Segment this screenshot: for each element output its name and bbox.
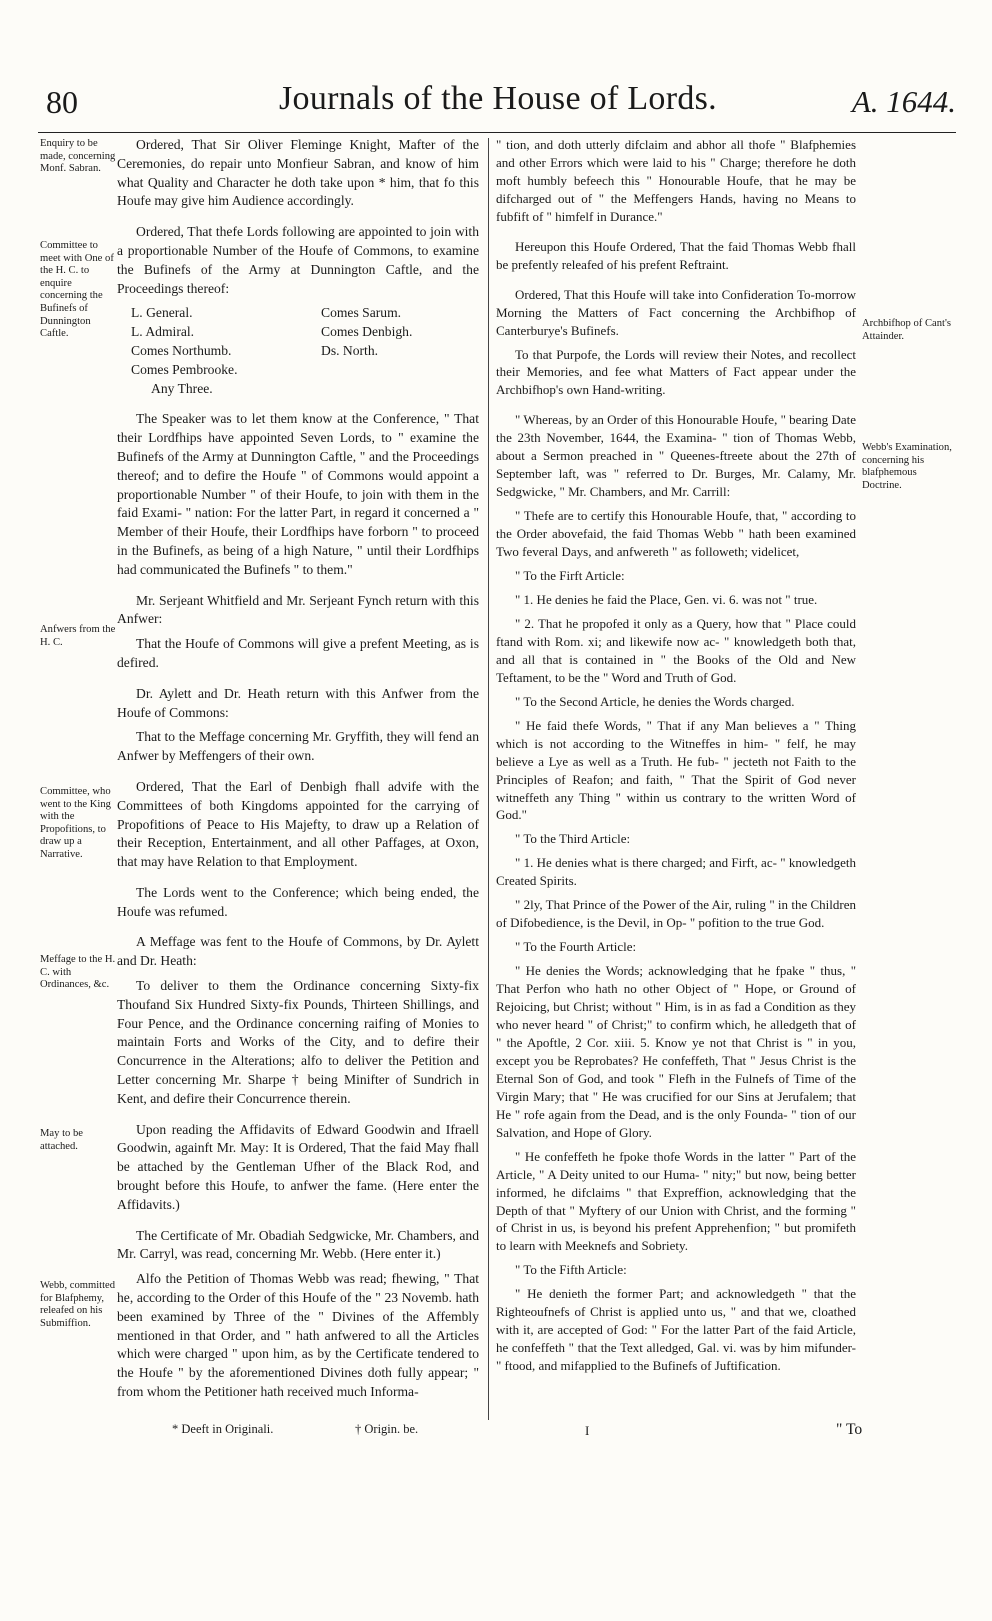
paragraph: " Whereas, by an Order of this Honourable Houfe, " bearing Date the 23th November, 1644, the Examina- " tion of Thomas Webb, about a Sermon preached in " Queenes-ftreete about the 27th of September laft, was " referred to Dr. Burges, Mr. Calamy, Mr. Sedgwicke, " Mr. Chambers, and Mr. Carrill: <box>496 412 856 500</box>
paragraph: " To the Fifth Article: <box>515 1262 627 1278</box>
paragraph: " To the Firft Article: <box>515 568 625 584</box>
footnote: * Deeft in Originali. <box>172 1422 274 1436</box>
paragraph: " tion, and doth utterly difclaim and abhor all thofe " Blafphemies and other Errors which were laid to his " Charge; therefore he doth moft humbly befeech this " Honourable Houfe, that he may be difcharged out of " the Meffengers Hands, having no Means to fubfift of " himfelf in Durance." <box>496 137 856 224</box>
year-heading: A. 1644. <box>851 84 956 119</box>
paragraph: The Speaker was to let them know at the Conference, " That their Lordfhips have appointed Seven Lords, to " examine the Bufinefs of the Army at Dunnington Caftle, " and the Proceedings thereof; and to defire the Houfe " of Commons would appoint a proportionable Number " of their Houfe, to join with them in the faid Exami- " nation: For the latter Part, in regard it concerned a " Member of their Houfe, their Lordfhips have forborn " to proceed in the Bufinefs, as being of a high Nature, " until their Lordfhips had communicated the Bufinefs " to them." <box>117 411 479 577</box>
paragraph: To deliver to them the Ordinance concerning Sixty-fix Thoufand Six Hundred Sixty-fix Pounds, Thirteen Shillings, and Four Pence, and the Ordinance concerning raifing of Monies to maintain Forts and Works of the City, and to defire their Concurrence in the Alterations; alfo to deliver the Petition and Letter concerning Mr. Sharpe † being Minifter of Sundrich in Kent, and defire their Concurrence therein. <box>117 978 479 1106</box>
paragraph: " 1. He denies he faid the Place, Gen. vi. 6. was not " true. <box>515 591 818 607</box>
margin-note: Enquiry to be made, concerning Monf. Sabran. <box>40 138 116 175</box>
margin-note: Webb's Examination, concerning his blafphemous Doctrine. <box>862 442 952 491</box>
paragraph: Ordered, That this Houfe will take into Confideration To-morrow Morning the Matters of Fact concerning the Archbifhop of Canterburye's Bufinefs. <box>496 286 856 338</box>
lord-name: Comes Northumb. <box>131 342 232 358</box>
margin-note: Webb, committed for Blafphemy, releafed on his Submiffion. <box>40 1280 116 1329</box>
paragraph: Ordered, That Sir Oliver Fleminge Knight, Mafter of the Ceremonies, do repair unto Monfieur Sabran, and know of him what Quality and Character he doth take upon * him, that fo this Houfe may give him Audience accordingly. <box>117 137 479 209</box>
paragraph: " 2ly, That Prince of the Power of the Air, ruling " in the Children of Difobedience, is the Devil, in Op- " pofition to the true God. <box>496 897 856 931</box>
paragraph: " Thefe are to certify this Honourable Houfe, that, " according to the Order abovefaid, the faid Thomas Webb " hath been examined Two feveral Days, and anfwereth " as followeth; videlicet, <box>496 508 856 560</box>
catchword: " To <box>836 1421 863 1438</box>
paragraph: " He denies the Words; acknowledging that he fpake " thus, " That Perfon who hath no other Object of " Hope, or Ground of Rejoicing, but Christ; without " Him, is in as fad a Condition as they who never heard " of Christ;" to confirm which, he alledgeth that of " the Apoftle, 2 Cor. xiii. 5. Know ye not that Christ is " in you, except you be Reprobates? He confeffeth, That " Jesus Christ is the Eternal Son of God, and took " Flefh in the Fulnefs of Time of the Virgin Mary; that " He was crucified for our Sins at Jerufalem; that He " rofe again from the Dead, and is the only Founda- " tion of our Salvation, and Hope of Glory. <box>496 963 856 1140</box>
paragraph: " He faid thefe Words, " That if any Man believes a " Thing which is not according to the Witneffes in him- " felf, he may believe a Lye as well as a Truth. He fub- " jecteth not Faith to the Principles of Reafon; and faith, " That the Spirit of God never witneffeth any Thing " within us contrary to the written Word of God." <box>496 717 856 823</box>
paragraph: " He denieth the former Part; and acknowledgeth " that the Righteoufnefs of Christ is applied unto us, " and that we, cloathed with it, are accepted of God: " For the latter Part of the faid Article, he confeffeth " that the Text alledged, Gal. vi. was by him mifunder- " ftood, and mifapplied to the Bufinefs of Juftification. <box>496 1286 856 1374</box>
paragraph: " To the Second Article, he denies the Words charged. <box>515 693 795 709</box>
paragraph: To that Purpofe, the Lords will review their Notes, and recollect their Memories, and fee what Matters of Fact appear under the Archbifhop's own Hand-writing. <box>496 346 856 398</box>
paragraph: Dr. Aylett and Dr. Heath return with this Anfwer from the Houfe of Commons: <box>117 685 479 720</box>
paragraph: Ordered, That the Earl of Denbigh fhall advife with the Committees of both Kingdoms appointed for the carrying of Propofitions of Peace to His Majefty, to draw up a Relation of their Reception, Entertainment, and all other Paffages, at Oxon, that may have Relation to that Employment. <box>117 778 479 870</box>
paragraph: " To the Fourth Article: <box>515 939 637 955</box>
quorum-note: Any Three. <box>151 380 213 396</box>
lord-name: Comes Pembrooke. <box>131 361 238 377</box>
paragraph: That the Houfe of Commons will give a prefent Meeting, as is defired. <box>117 636 479 670</box>
paragraph: " 2. That he propofed it only as a Query, how that " Place could ftand with Rom. xi; and likewife now ac- " knowledgeth both that, and all that is contained in " the Books of the Old and New Teftament, to be the " Word and Truth of God. <box>496 615 856 685</box>
margin-note: Meffage to the H. C. with Ordinances, &c. <box>40 954 116 991</box>
paragraph: A Meffage was fent to the Houfe of Commons, by Dr. Aylett and Dr. Heath: <box>117 934 479 969</box>
signature-mark: I <box>585 1423 590 1438</box>
paragraph: " To the Third Article: <box>515 831 631 847</box>
page-number: 80 <box>46 84 78 120</box>
header-rule <box>38 132 956 133</box>
paragraph: Mr. Serjeant Whitfield and Mr. Serjeant Fynch return with this Anfwer: <box>117 592 479 627</box>
margin-note: Committee to meet with One of the H. C. to enquire concerning the Bufinefs of Dunnington Caftle. <box>40 240 114 340</box>
lord-name: Ds. North. <box>321 342 379 358</box>
paragraph: That to the Meffage concerning Mr. Gryffith, they will fend an Anfwer by Meffengers of their own. <box>117 729 479 764</box>
running-title: Journals of the House of Lords. <box>278 80 717 117</box>
footnote: † Origin. be. <box>355 1422 419 1436</box>
page-header <box>40 72 956 132</box>
paragraph: Upon reading the Affidavits of Edward Goodwin and Ifraell Goodwin, againft Mr. May: It is Ordered, That the faid May fhall be attached by the Gentleman Ufher of the Black Rod, and brought before this Houfe, to anfwer the fame. (Here enter the Affidavits.) <box>117 1121 479 1212</box>
margin-note: Committee, who went to the King with the Propofitions, to draw up a Narrative. <box>40 786 111 860</box>
paragraph: Ordered, That thefe Lords following are appointed to join with a proportionable Number of the Houfe of Commons, to examine the Bufinefs of the Army at Dunnington Caftle, and the Proceedings thereof: <box>117 224 479 296</box>
paragraph: The Lords went to the Conference; which being ended, the Houfe was refumed. <box>117 884 479 919</box>
lord-name: Comes Denbigh. <box>321 324 413 340</box>
paragraph: " 1. He denies what is there charged; and Firft, ac- " knowledgeth Created Spirits. <box>496 855 856 889</box>
margin-note: Anfwers from the H. C. <box>40 624 116 648</box>
lord-name: L. Admiral. <box>131 324 195 340</box>
lords-list <box>131 304 479 398</box>
paragraph: " He confeffeth he fpoke thofe Words in the latter " Part of the Article, " A Deity united to our Huma- " nity;" but now, being better informed, he difclaims " that Expreffion, acknowledging that the Depth of that " Myftery of our Union with Christ, and the forming " of Christ in us, is beyond his prefent Apprehenfion; " but promifeth to learn with Meeknefs and Sobriety. <box>496 1148 856 1254</box>
paragraph: Alfo the Petition of Thomas Webb was read; fhewing, " That he, according to the Order of this Houfe of the " 23 Novemb. hath been examined by Three of the " Divines of the Affembly mentioned in that Order, and " hath anfwered to all the Articles which were charged " upon him, as by the Certificate tendered to the Houfe " by the aforementioned Divines doth fully appear; " from whom the Petitioner hath received much Informa- <box>117 1271 479 1400</box>
lord-name: L. General. <box>131 305 193 321</box>
margin-note: May to be attached. <box>40 1128 83 1152</box>
margin-note: Archbifhop of Cant's Attainder. <box>862 318 951 342</box>
column-divider <box>488 138 489 1420</box>
left-column <box>117 136 479 1408</box>
paragraph: Hereupon this Houfe Ordered, That the faid Thomas Webb fhall be prefently releafed of his prefent Reftraint. <box>496 238 856 272</box>
lord-name: Comes Sarum. <box>321 305 402 321</box>
right-column <box>496 136 856 1381</box>
paragraph: The Certificate of Mr. Obadiah Sedgwicke, Mr. Chambers, and Mr. Carryl, was read, concerning Mr. Webb. (Here enter it.) <box>117 1227 479 1262</box>
